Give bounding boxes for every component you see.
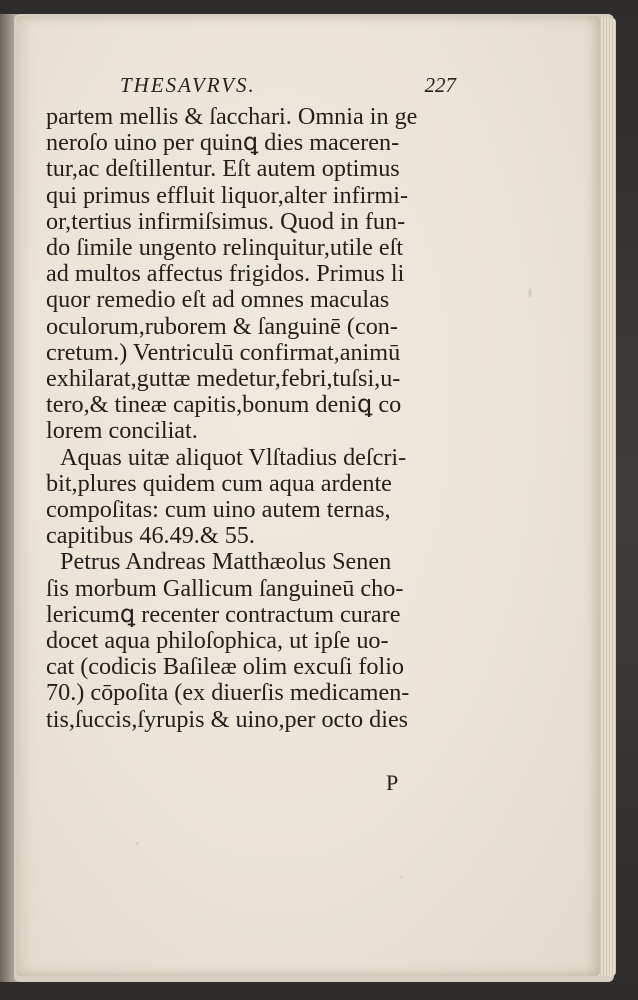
text-line: ſis morbum Gallicum ſanguineū cho- xyxy=(46,574,404,602)
text-line: 70.) cōpoſita (ex diuerſis medicamen- xyxy=(46,679,410,707)
running-title: THESAVRVS. xyxy=(120,73,256,97)
text-line: qui primus effluit liquor,alter infirmi- xyxy=(46,181,408,209)
paper-blemish xyxy=(528,288,532,298)
text-line: partem mellis & ſacchari. Omnia in ge xyxy=(46,103,418,130)
text-line: capitibus 46.49.& 55. xyxy=(46,522,255,550)
text-line: bit,plures quidem cum aqua ardente xyxy=(46,469,392,497)
text-line: docet aqua philoſophica, ut ipſe uo- xyxy=(46,627,389,655)
text-line: lericumꝗ recenter contractum curare xyxy=(46,600,401,628)
text-line: compoſitas: cum uino autem ternas, xyxy=(46,496,391,524)
text-line: tero,& tineæ capitis,bonum deniꝗ co xyxy=(46,391,402,419)
running-head xyxy=(120,73,480,103)
page-stack-edge xyxy=(598,18,616,976)
text-line: or,tertius infirmiſsimus. Quod in fun- xyxy=(46,207,406,235)
paragraph-start-line: Petrus Andreas Matthæolus Senen xyxy=(60,548,392,576)
text-line: tis,ſuccis,ſyrupis & uino,per octo dies xyxy=(46,705,409,733)
body-text xyxy=(46,104,458,733)
signature-mark: P xyxy=(386,770,399,795)
text-line: cat (codicis Baſileæ olim excuſi folio xyxy=(46,653,405,681)
page-number: 227 xyxy=(424,73,456,97)
paragraph-start-line: Aquas uitæ aliquot Vlſtadius deſcri- xyxy=(60,443,407,471)
text-line: oculorum,ruborem & ſanguinē (con- xyxy=(46,312,398,340)
text-line: quor remedio eſt ad omnes maculas xyxy=(46,286,390,314)
text-line: do ſimile ungento relinquitur,utile eſt xyxy=(46,234,404,262)
text-line: neroſo uino per quinꝗ dies maceren- xyxy=(46,129,400,157)
text-line: ad multos affectus frigidos. Primus li xyxy=(46,260,405,288)
text-line: tur,ac deſtillentur. Eſt autem optimus xyxy=(46,155,400,183)
paper-blemish xyxy=(136,842,139,845)
text-line: lorem conciliat. xyxy=(46,417,198,445)
text-line: cretum.) Ventriculū confirmat,animū xyxy=(46,338,401,366)
paper-blemish xyxy=(400,876,403,879)
text-line: exhilarat,guttæ medetur,febri,tuſsi,u- xyxy=(46,365,401,393)
